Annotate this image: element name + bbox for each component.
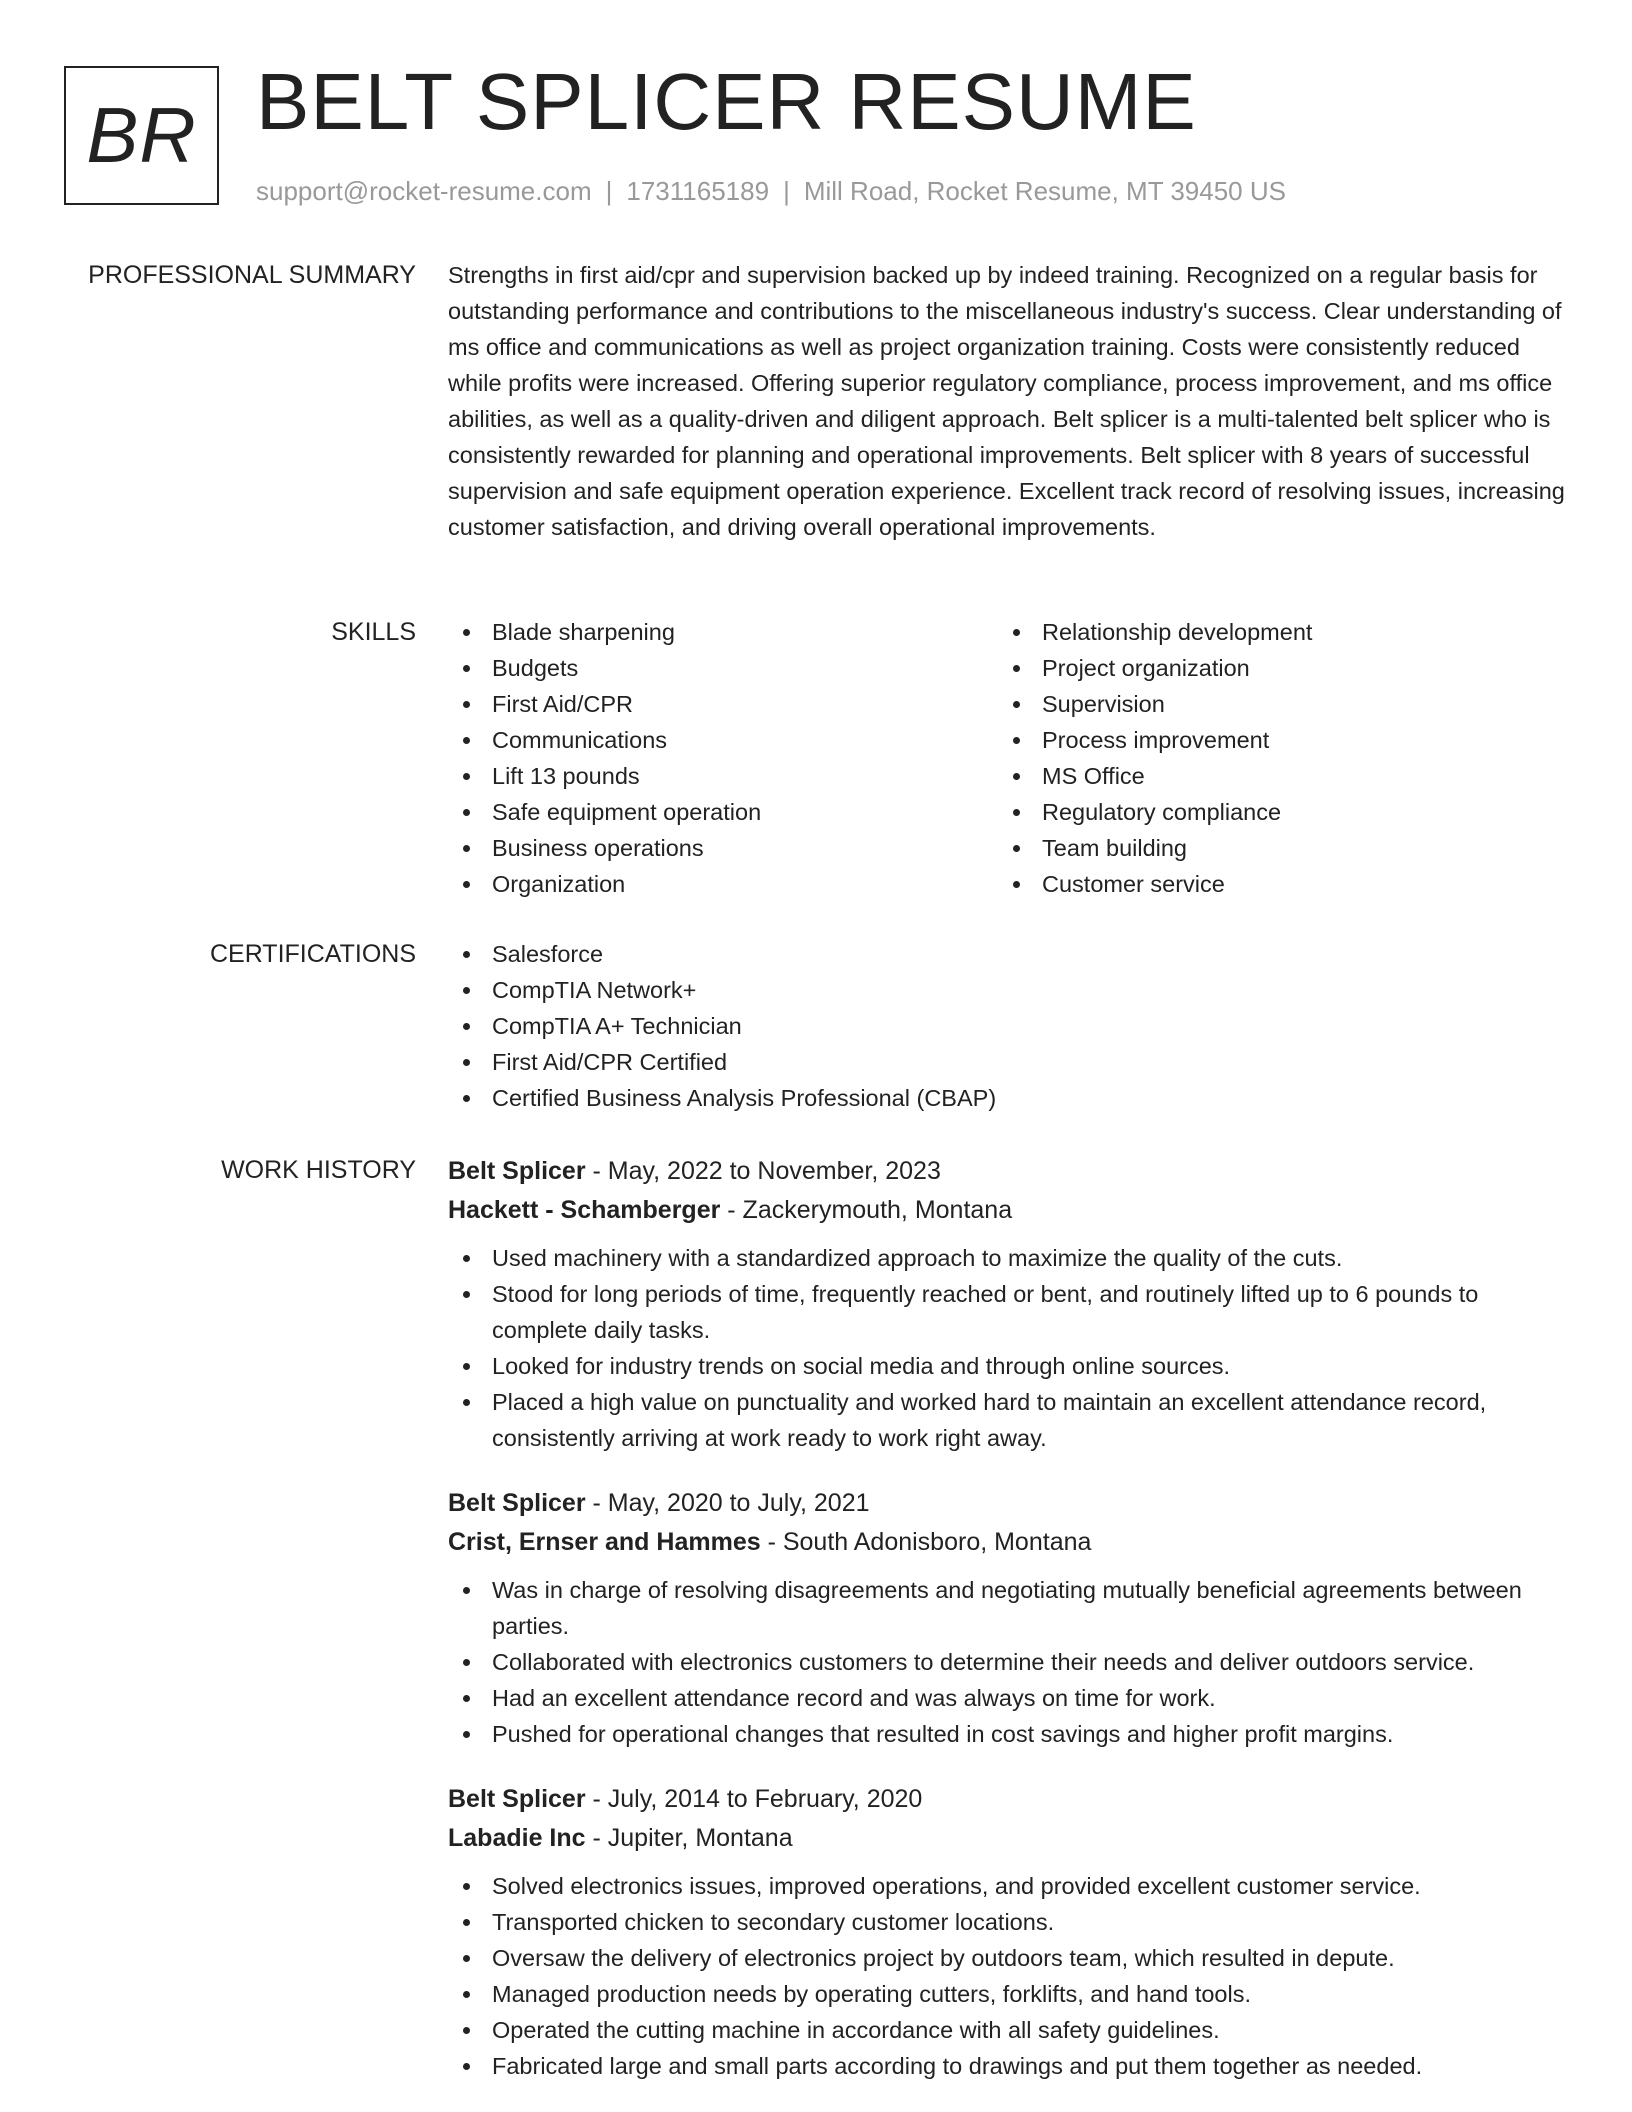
certification-item: Certified Business Analysis Professional (CBAP)	[448, 1080, 1568, 1116]
skill-item: Relationship development	[998, 614, 1548, 650]
job-duty-item: Transported chicken to secondary customer locations.	[448, 1904, 1568, 1940]
resume-title: BELT SPLICER RESUME	[256, 57, 1197, 146]
contact-separator: |	[783, 176, 790, 206]
contact-phone: 1731165189	[626, 176, 770, 206]
job-title: Belt Splicer	[448, 1785, 586, 1813]
monogram-logo: BR	[64, 66, 219, 205]
skill-item: Blade sharpening	[448, 614, 998, 650]
job-dates: - May, 2022 to November, 2023	[585, 1157, 941, 1185]
skills-body	[448, 614, 1568, 902]
certification-item: Salesforce	[448, 936, 1568, 972]
job-duty-item: Had an excellent attendance record and was always on time for work.	[448, 1680, 1568, 1716]
skills-columns	[448, 614, 1568, 902]
certification-item: CompTIA A+ Technician	[448, 1008, 1568, 1044]
job-entry	[448, 1484, 1568, 1752]
section-label-work-history: WORK HISTORY	[221, 1156, 416, 1184]
job-company-line	[448, 1191, 1568, 1230]
summary-body	[448, 257, 1568, 545]
certifications-body	[448, 936, 1568, 1116]
job-location: - Zackerymouth, Montana	[720, 1196, 1013, 1224]
certifications-list	[448, 936, 1568, 1116]
section-label-skills: SKILLS	[331, 618, 416, 646]
job-duty-item: Solved electronics issues, improved operations, and provided excellent customer service.	[448, 1868, 1568, 1904]
certification-item: CompTIA Network+	[448, 972, 1568, 1008]
skill-item: Safe equipment operation	[448, 794, 998, 830]
job-title-line	[448, 1152, 1568, 1191]
job-company: Hackett - Schamberger	[448, 1196, 721, 1224]
job-duties	[448, 1240, 1568, 1456]
job-duty-item: Used machinery with a standardized approach to maximize the quality of the cuts.	[448, 1240, 1568, 1276]
skill-item: Organization	[448, 866, 998, 902]
job-company: Crist, Ernser and Hammes	[448, 1528, 761, 1556]
section-label-certifications: CERTIFICATIONS	[209, 940, 416, 968]
job-dates: - May, 2020 to July, 2021	[585, 1489, 870, 1517]
skill-item: Supervision	[998, 686, 1548, 722]
contact-line	[256, 176, 1286, 206]
contact-address: Mill Road, Rocket Resume, MT 39450 US	[803, 176, 1286, 206]
job-location: - South Adonisboro, Montana	[760, 1528, 1092, 1556]
job-location: - Jupiter, Montana	[585, 1824, 793, 1852]
skills-list-left	[448, 614, 998, 902]
skill-item: Customer service	[998, 866, 1548, 902]
skill-item: Project organization	[998, 650, 1548, 686]
contact-email: support@rocket-resume.com	[256, 176, 592, 206]
job-duty-item: Was in charge of resolving disagreements and negotiating mutually beneficial agreements between parties.	[448, 1572, 1568, 1644]
job-duties	[448, 1868, 1568, 2084]
work-history-body	[448, 1152, 1568, 2112]
skills-list-right	[998, 614, 1548, 902]
skill-item: First Aid/CPR	[448, 686, 998, 722]
job-duty-item: Stood for long periods of time, frequently reached or bent, and routinely lifted up to 6 pounds to complete daily tasks.	[448, 1276, 1568, 1348]
job-duties	[448, 1572, 1568, 1752]
job-dates: - July, 2014 to February, 2020	[585, 1785, 923, 1813]
skill-item: Lift 13 pounds	[448, 758, 998, 794]
job-duty-item: Operated the cutting machine in accordance with all safety guidelines.	[448, 2012, 1568, 2048]
job-title: Belt Splicer	[448, 1157, 586, 1185]
job-title-line	[448, 1780, 1568, 1819]
job-company-line	[448, 1523, 1568, 1562]
skill-item: Process improvement	[998, 722, 1548, 758]
job-title: Belt Splicer	[448, 1489, 586, 1517]
job-entry	[448, 1152, 1568, 1456]
job-duty-item: Oversaw the delivery of electronics project by outdoors team, which resulted in depute.	[448, 1940, 1568, 1976]
skill-item: Regulatory compliance	[998, 794, 1548, 830]
job-duty-item: Pushed for operational changes that resulted in cost savings and higher profit margins.	[448, 1716, 1568, 1752]
job-duty-item: Managed production needs by operating cutters, forklifts, and hand tools.	[448, 1976, 1568, 2012]
skill-item: Communications	[448, 722, 998, 758]
section-label-summary: PROFESSIONAL SUMMARY	[88, 261, 416, 289]
job-duty-item: Fabricated large and small parts according to drawings and put them together as needed.	[448, 2048, 1568, 2084]
summary-text: Strengths in first aid/cpr and supervision backed up by indeed training. Recognized on a regular basis for outstanding performance and contributions to the miscellaneous industry's success. Clear understanding of ms office and communications as well as project organization training. Costs were consistently reduced while profits were increased. Offering superior regulatory compliance, process improvement, and ms office abilities, as well as a quality-driven and diligent approach. Belt splicer is a multi-talented belt splicer who is consistently rewarded for planning and operational improvements. Belt splicer with 8 years of successful supervision and safe equipment operation experience. Excellent track record of resolving issues, increasing customer satisfaction, and driving overall operational improvements.	[448, 262, 1565, 540]
contact-separator: |	[605, 176, 613, 206]
job-company: Labadie Inc	[448, 1824, 586, 1852]
job-entry	[448, 1780, 1568, 2084]
skill-item: Budgets	[448, 650, 998, 686]
job-duty-item: Placed a high value on punctuality and worked hard to maintain an excellent attendance record, consistently arriving at work ready to work right away.	[448, 1384, 1568, 1456]
job-duty-item: Collaborated with electronics customers to determine their needs and deliver outdoors service.	[448, 1644, 1568, 1680]
job-company-line	[448, 1819, 1568, 1858]
skill-item: Business operations	[448, 830, 998, 866]
certification-item: First Aid/CPR Certified	[448, 1044, 1568, 1080]
job-duty-item: Looked for industry trends on social media and through online sources.	[448, 1348, 1568, 1384]
job-title-line	[448, 1484, 1568, 1523]
skill-item: Team building	[998, 830, 1548, 866]
skill-item: MS Office	[998, 758, 1548, 794]
